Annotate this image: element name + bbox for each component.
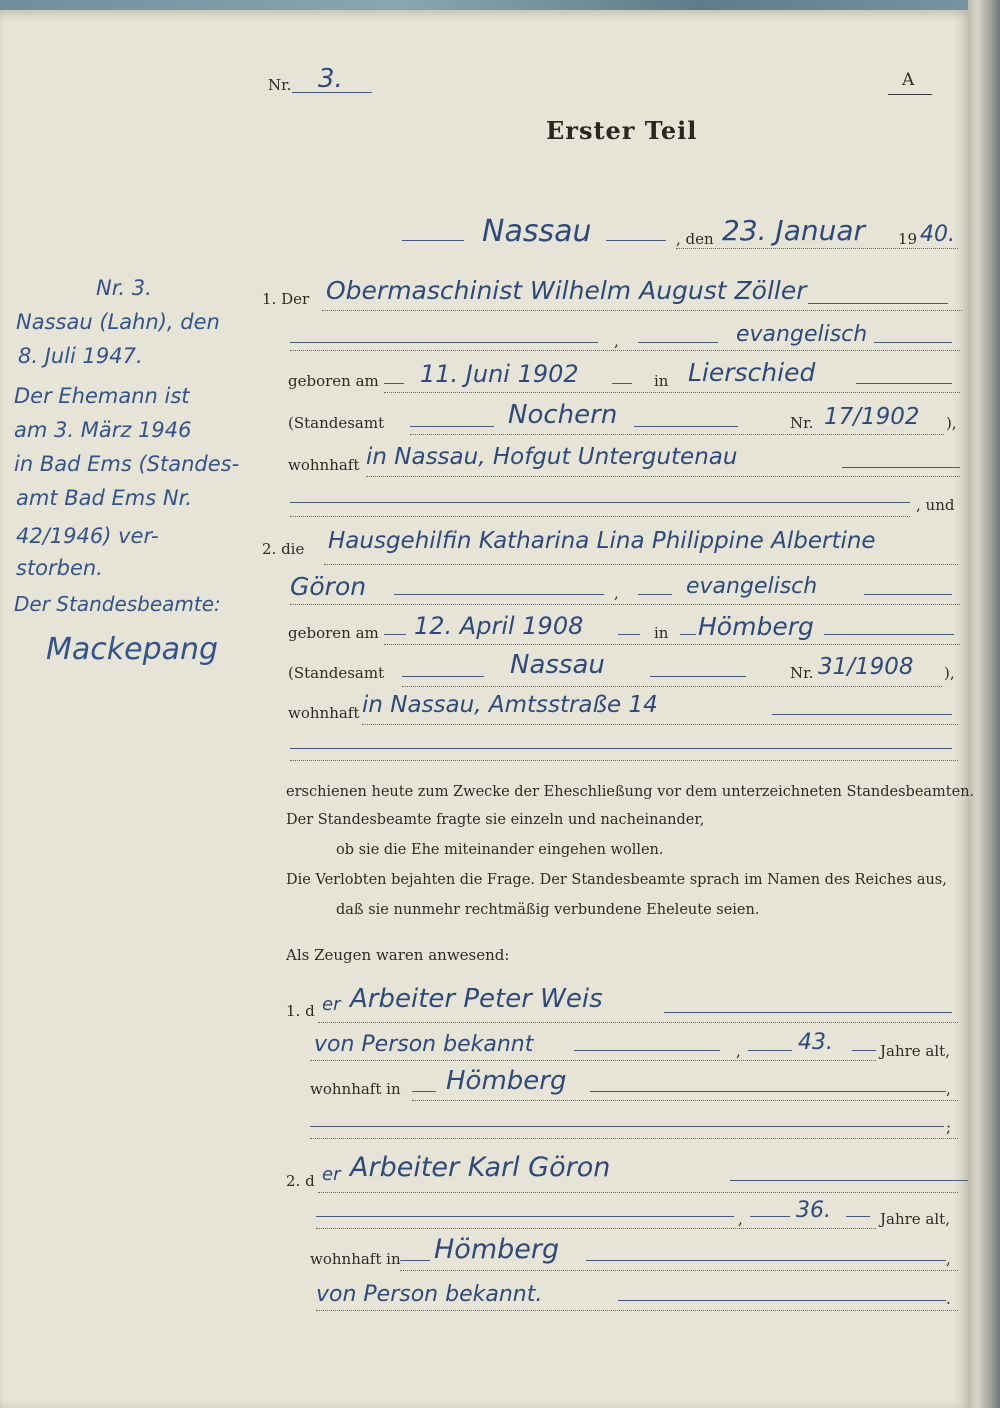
witness1-age-label: Jahre alt, (880, 1042, 950, 1060)
witness1-known: von Person bekannt (314, 1032, 534, 1057)
margin-note-line: Der Standesbeamte: (14, 592, 221, 616)
bride-residence-continuation-line (290, 748, 952, 749)
margin-note-line: Der Ehemann ist (14, 384, 190, 408)
dotted-line (290, 516, 910, 517)
dash (574, 1050, 720, 1051)
place: Nassau (482, 214, 592, 249)
part-letter: A (902, 70, 915, 90)
year-prefix: 19 (898, 230, 918, 248)
body-text-line: daß sie nunmehr rechtmäßig verbundene Eheleute seien. (336, 902, 760, 918)
witness2-residence: Hömberg (434, 1234, 560, 1265)
bride-religion: evangelisch (686, 574, 818, 599)
date: 23. Januar (722, 214, 866, 247)
entry-number-line (292, 92, 372, 93)
dotted-line (310, 1138, 958, 1139)
dotted-line (290, 760, 958, 761)
groom-born-label: geboren am (288, 372, 379, 390)
groom-nr-label: Nr. (790, 414, 814, 432)
bride-standesamt-nr: 31/1908 (818, 654, 914, 680)
witness1-article-suffix: er (322, 994, 341, 1015)
dash (412, 1091, 436, 1092)
witness1-continuation-line (310, 1126, 944, 1127)
dash (410, 426, 494, 427)
comma: , (614, 584, 619, 602)
dash (772, 714, 952, 715)
body-text-line: Der Standesbeamte fragte sie einzeln und nacheinander, (286, 812, 705, 828)
witness2-name: Arbeiter Karl Göron (350, 1152, 611, 1183)
bride-residence: in Nassau, Amtsstraße 14 (362, 692, 658, 718)
dotted-line (402, 686, 942, 687)
dash (846, 1216, 870, 1217)
year-suffix: 40. (920, 222, 955, 247)
bride-standesamt-label: (Standesamt (288, 664, 385, 682)
dotted-line (384, 392, 960, 393)
place-leader-line (402, 240, 464, 241)
comma: , (736, 1042, 741, 1060)
dash (856, 383, 952, 384)
dash (612, 383, 632, 384)
closing-paren: ), (944, 664, 955, 682)
dash (384, 634, 406, 635)
bride-name-line2: Göron (290, 572, 367, 601)
body-text-line: ob sie die Ehe miteinander eingehen wollen. (336, 842, 664, 858)
bride-standesamt: Nassau (510, 650, 605, 680)
bride-nr-label: Nr. (790, 664, 814, 682)
dash (680, 634, 696, 635)
margin-note-line: 42/1946) ver- (16, 524, 159, 548)
den-label: , den (676, 230, 714, 248)
religion-trailer-line (874, 342, 952, 343)
margin-note-line: amt Bad Ems Nr. (16, 486, 192, 510)
comma: , (946, 1250, 951, 1268)
dash (394, 594, 604, 595)
witness1-age: 43. (798, 1030, 833, 1055)
dash (748, 1050, 792, 1051)
margin-note-line: storben. (16, 556, 103, 580)
groom-name-line (808, 303, 948, 304)
groom-in-label: in (654, 372, 669, 390)
dash (618, 634, 640, 635)
witness1-name: Arbeiter Peter Weis (350, 984, 603, 1014)
groom-number-label: 1. Der (262, 290, 310, 308)
dotted-line (318, 1022, 958, 1023)
witness1-number-label: 1. d (286, 1002, 315, 1020)
dash (664, 1012, 952, 1013)
dotted-line (400, 1270, 958, 1271)
dash (618, 1300, 946, 1301)
religion-leader-line (638, 342, 718, 343)
comma: , (614, 332, 619, 350)
dotted-line (290, 604, 960, 605)
dotted-line (324, 564, 958, 565)
dash (730, 1180, 968, 1181)
dotted-line (316, 1310, 958, 1311)
dash (750, 1216, 790, 1217)
bride-born-place: Hömberg (698, 612, 814, 641)
bride-residence-label: wohnhaft (288, 704, 360, 722)
margin-note-line: 8. Juli 1947. (18, 344, 143, 368)
semicolon: ; (946, 1118, 952, 1136)
groom-born-place: Lierschied (688, 358, 816, 387)
groom-residence-label: wohnhaft (288, 456, 360, 474)
comma: , (946, 1080, 951, 1098)
dotted-line (318, 1192, 958, 1193)
groom-standesamt-nr: 17/1902 (824, 404, 920, 430)
dash (634, 426, 738, 427)
body-text-line: Die Verlobten bejahten die Frage. Der Standesbeamte sprach im Namen des Reiches aus, (286, 872, 947, 888)
margin-note-line: Nassau (Lahn), den (16, 310, 220, 334)
margin-note-line: in Bad Ems (Standes- (14, 452, 240, 476)
dash (842, 467, 960, 468)
witness2-residence-label: wohnhaft in (310, 1250, 401, 1268)
closing-paren: ), (946, 414, 957, 432)
dash (586, 1260, 946, 1261)
dash (824, 634, 954, 635)
groom-born-date: 11. Juni 1902 (420, 360, 579, 388)
witnesses-heading: Als Zeugen waren anwesend: (286, 946, 510, 964)
dash (402, 676, 484, 677)
groom-name: Obermaschinist Wilhelm August Zöller (326, 276, 807, 305)
und-label: , und (916, 496, 955, 514)
dash (400, 1260, 430, 1261)
place-trailer-line (606, 240, 666, 241)
groom-religion: evangelisch (736, 322, 868, 347)
margin-signature: Mackepang (46, 632, 219, 667)
dash (864, 594, 952, 595)
bride-in-label: in (654, 624, 669, 642)
entry-number-label: Nr. (268, 76, 292, 94)
dotted-line (316, 1228, 876, 1229)
dotted-line (362, 724, 958, 725)
margin-note-line: am 3. März 1946 (14, 418, 192, 442)
witness2-article-suffix: er (322, 1164, 341, 1185)
witness1-residence-label: wohnhaft in (310, 1080, 401, 1098)
dash (650, 676, 746, 677)
bride-born-label: geboren am (288, 624, 379, 642)
dotted-line (412, 1100, 958, 1101)
groom-residence: in Nassau, Hofgut Untergutenau (366, 444, 738, 470)
period: . (946, 1290, 951, 1308)
margin-note-line: Nr. 3. (96, 276, 152, 300)
witness2-known: von Person bekannt. (316, 1282, 543, 1307)
groom-standesamt-label: (Standesamt (288, 414, 385, 432)
witness1-residence: Hömberg (446, 1066, 567, 1096)
dotted-line (366, 476, 960, 477)
dotted-line (310, 1060, 876, 1061)
groom-standesamt: Nochern (508, 400, 618, 430)
entry-number-value: 3. (318, 64, 343, 94)
bride-number-label: 2. die (262, 540, 305, 558)
dash (638, 594, 672, 595)
date-dotted-line (676, 248, 958, 249)
page-title: Erster Teil (546, 116, 698, 145)
groom-residence-continuation-line (290, 502, 910, 503)
dash (384, 383, 404, 384)
witness2-age-label: Jahre alt, (880, 1210, 950, 1228)
witness2-number-label: 2. d (286, 1172, 315, 1190)
dotted-line (384, 644, 960, 645)
dash (590, 1091, 946, 1092)
witness2-blank-line (316, 1216, 734, 1217)
comma: , (738, 1210, 743, 1228)
body-text-line: erschienen heute zum Zwecke der Eheschließung vor dem unterzeichneten Standesbeamten. (286, 784, 975, 800)
dash (852, 1050, 876, 1051)
witness2-age: 36. (796, 1198, 831, 1223)
dotted-line (322, 310, 962, 311)
bride-born-date: 12. April 1908 (414, 612, 584, 640)
part-letter-line (888, 94, 932, 95)
bride-name-line1: Hausgehilfin Katharina Lina Philippine Albertine (328, 528, 876, 554)
groom-blank-line (290, 342, 598, 343)
page-stack-edge (968, 0, 1000, 1408)
dotted-line (410, 434, 944, 435)
dotted-line (290, 350, 960, 351)
